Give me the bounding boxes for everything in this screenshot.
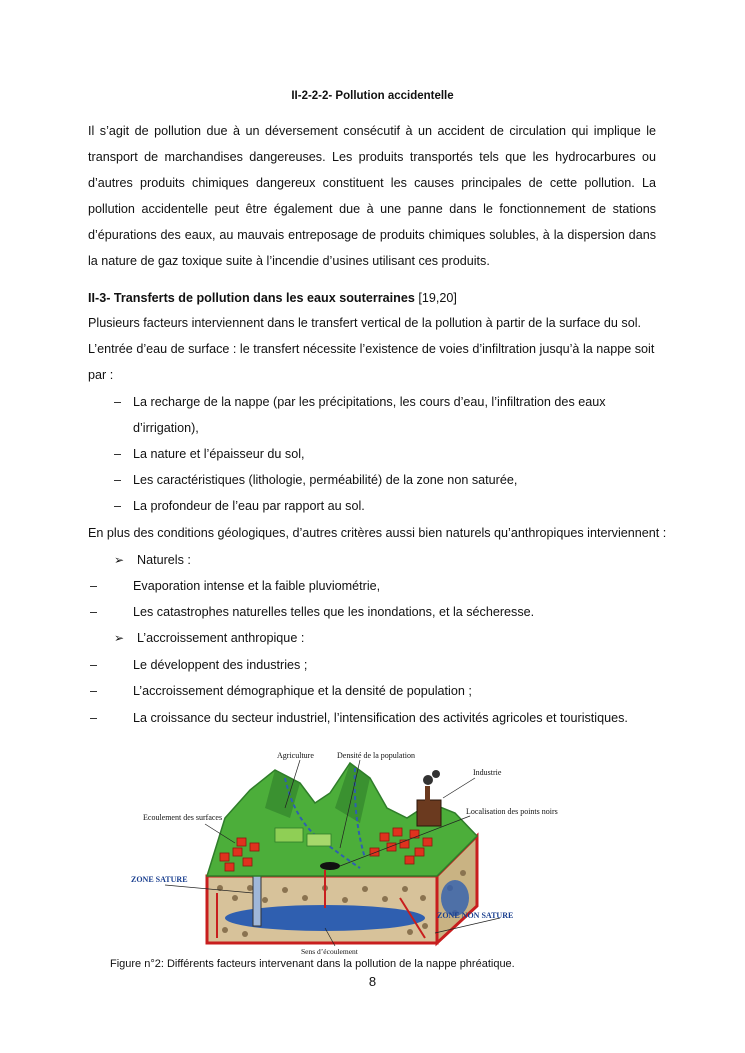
natural-heading: Naturels : <box>137 553 191 567</box>
natural-evaporation: Evaporation intense et la faible pluviométrie, <box>133 579 381 593</box>
factory-icon <box>417 800 441 826</box>
factory-smoke <box>423 775 433 785</box>
heading-reference: [19,20] <box>418 291 457 305</box>
well <box>253 876 261 926</box>
arrow-bullet-icon: ➢ <box>114 553 125 567</box>
groundwater-pollution-figure <box>125 748 585 956</box>
natural-catastrophes: Les catastrophes naturelles telles que les inondations, et la sécheresse. <box>133 605 535 619</box>
label-runoff: Ecoulement des surfaces <box>143 813 223 822</box>
bullet-water-depth: La profondeur de l’eau par rapport au sol. <box>133 499 365 513</box>
agricultural-field <box>307 834 331 846</box>
dash-bullet: – <box>114 499 122 513</box>
dash-bullet: – <box>114 473 122 487</box>
anthropic-heading: L’accroissement anthropique : <box>137 631 305 645</box>
anthropic-growth: La croissance du secteur industriel, l’intensification des activités agricoles et touristiques. <box>133 711 628 725</box>
entry-line: L’entrée d’eau de surface : le transfert nécessite l’existence de voies d’infiltration jusqu’à la nappe soit <box>88 342 655 356</box>
label-black-spots: Localisation des points noirs <box>466 807 558 816</box>
label-density: Densité de la population <box>337 751 415 760</box>
bullet-recharge-continuation: d’irrigation), <box>133 421 199 435</box>
page-number: 8 <box>368 974 377 989</box>
factory-chimney <box>425 786 430 802</box>
dash-bullet: – <box>90 684 98 698</box>
label-industry: Industrie <box>473 768 502 777</box>
label-agriculture: Agriculture <box>277 751 314 760</box>
anthropic-demography: L’accroissement démographique et la densité de population ; <box>133 684 472 698</box>
black-spot <box>320 862 340 870</box>
dash-bullet: – <box>90 605 98 619</box>
bullet-unsaturated-zone: Les caractéristiques (lithologie, perméabilité) de la zone non saturée, <box>133 473 518 487</box>
dash-bullet: – <box>114 447 122 461</box>
label-saturated-zone: ZONE SATURE <box>131 875 188 884</box>
label-flow-direction: Sens d’écoulement <box>301 947 358 956</box>
section-title: II-2-2-2- Pollution accidentelle <box>291 90 454 102</box>
anthropic-industries: Le développent des industries ; <box>133 658 308 672</box>
dash-bullet: – <box>90 711 98 725</box>
factory-smoke <box>432 770 440 778</box>
heading-transferts <box>88 291 457 305</box>
arrow-bullet-icon: ➢ <box>114 631 125 645</box>
agricultural-field <box>275 828 303 842</box>
criteria-line: En plus des conditions géologiques, d’autres critères aussi bien naturels qu’anthropiques interviennent : <box>88 526 667 540</box>
entry-line-continuation: par : <box>88 368 114 382</box>
bullet-soil-nature: La nature et l’épaisseur du sol, <box>133 447 305 461</box>
figure-caption: Figure n°2: Différents facteurs intervenant dans la pollution de la nappe phréatique. <box>110 958 515 970</box>
dash-bullet: – <box>114 395 122 409</box>
heading-title: II-3- Transferts de pollution dans les eaux souterraines <box>88 291 415 305</box>
label-unsaturated-zone: ZONE NON SATURE <box>437 911 514 920</box>
bullet-recharge: La recharge de la nappe (par les précipitations, les cours d’eau, l’infiltration des eaux <box>133 395 606 409</box>
dash-bullet: – <box>90 579 98 593</box>
factors-line: Plusieurs facteurs interviennent dans le transfert vertical de la pollution à partir de la surface du sol. <box>88 316 642 330</box>
intro-paragraph: Il s’agit de pollution due à un déversement consécutif à un accident de circulation qui implique le transport de marchandises dangereuses. Les produits transportés tels que les hydrocarbures ou d’autres produits chimiques dangereux constituent les causes principales de cette pollution. La pollution accidentelle peut être également due à une panne dans le fonctionnement de stations d’épurations des eaux, au mauvais entreposage de produits chimiques solubles, à la dispersion dans la nature de gaz toxique suite à l’incendie d’usines utilisant ces produits. <box>88 124 656 268</box>
dash-bullet: – <box>90 658 98 672</box>
